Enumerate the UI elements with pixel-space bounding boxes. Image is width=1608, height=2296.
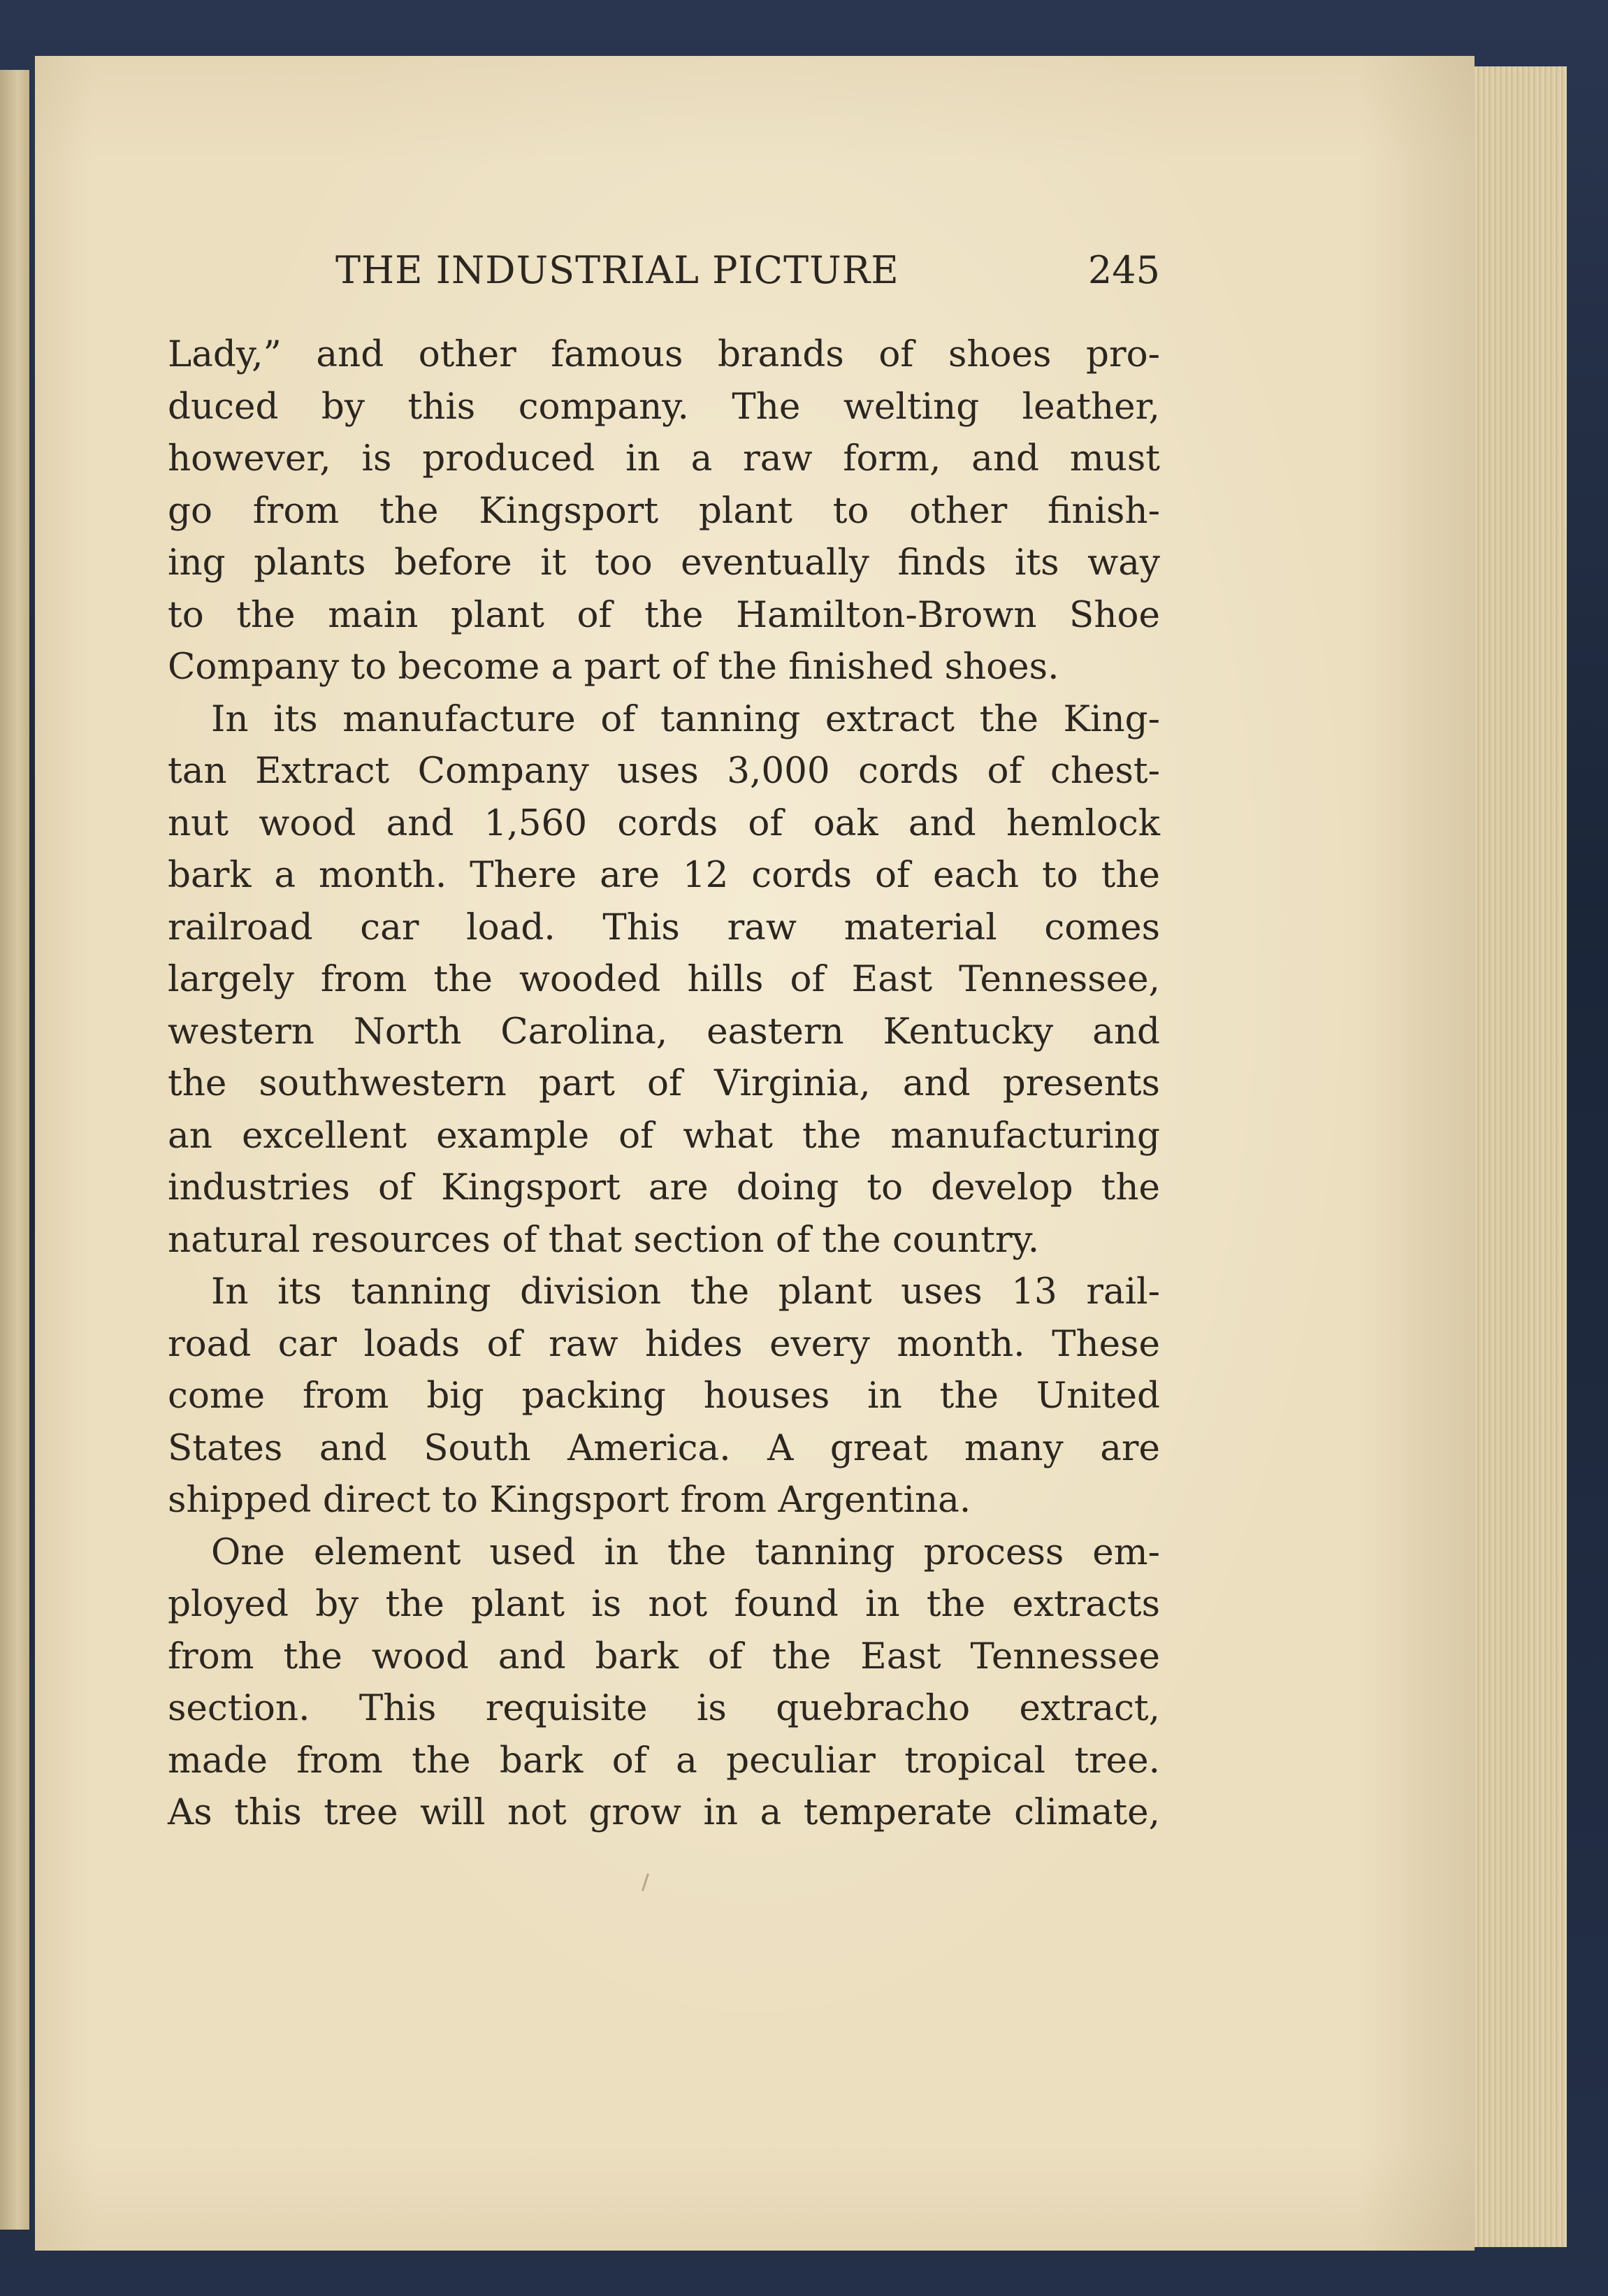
text-line: section. This requisite is quebracho extract, bbox=[168, 1687, 1160, 1729]
text-line: States and South America. A great many are bbox=[168, 1427, 1160, 1469]
text-line: tan Extract Company uses 3,000 cords of chest- bbox=[168, 750, 1160, 792]
facing-page-edge bbox=[0, 70, 29, 2230]
page-stack-edge bbox=[1468, 66, 1567, 2247]
text-line: shipped direct to Kingsport from Argentina. bbox=[168, 1479, 971, 1521]
text-line: As this tree will not grow in a temperate climate, bbox=[168, 1791, 1160, 1833]
text-line: to the main plant of the Hamilton-Brown Shoe bbox=[168, 593, 1160, 636]
running-head-title: THE INDUSTRIAL PICTURE bbox=[335, 248, 899, 292]
text-line: the southwestern part of Virginia, and presents bbox=[168, 1062, 1160, 1104]
text-line: bark a month. There are 12 cords of each to the bbox=[168, 854, 1160, 896]
text-line: come from big packing houses in the United bbox=[168, 1375, 1160, 1417]
text-line: Company to become a part of the finished shoes. bbox=[168, 646, 1059, 688]
text-line: In its tanning division the plant uses 13 rail- bbox=[211, 1271, 1160, 1313]
text-line: go from the Kingsport plant to other finish- bbox=[168, 489, 1160, 532]
text-line: In its manufacture of tanning extract the King- bbox=[211, 698, 1160, 740]
text-line: western North Carolina, eastern Kentucky and bbox=[168, 1010, 1160, 1053]
text-line: from the wood and bark of the East Tennessee bbox=[168, 1635, 1160, 1677]
text-line: ing plants before it too eventually finds its way bbox=[168, 542, 1160, 584]
body-text bbox=[168, 328, 1160, 1839]
text-line: natural resources of that section of the country. bbox=[168, 1218, 1040, 1261]
text-line: industries of Kingsport are doing to develop the bbox=[168, 1167, 1160, 1208]
running-head bbox=[335, 246, 1160, 295]
text-line: ployed by the plant is not found in the extracts bbox=[168, 1583, 1160, 1625]
page-number: 245 bbox=[1087, 248, 1160, 292]
text-line: railroad car load. This raw material comes bbox=[168, 906, 1160, 948]
text-line: duced by this company. The welting leather, bbox=[168, 385, 1160, 428]
text-line: nut wood and 1,560 cords of oak and hemlock bbox=[168, 802, 1160, 844]
text-line: however, is produced in a raw form, and must bbox=[168, 438, 1160, 479]
text-line: made from the bark of a peculiar tropical tree. bbox=[168, 1739, 1160, 1782]
text-line: road car loads of raw hides every month. These bbox=[168, 1322, 1160, 1365]
text-line: Lady,” and other famous brands of shoes pro- bbox=[168, 333, 1160, 375]
text-line: One element used in the tanning process em- bbox=[211, 1531, 1160, 1573]
text-line: largely from the wooded hills of East Tennessee, bbox=[168, 958, 1160, 1000]
text-line: an excellent example of what the manufacturing bbox=[168, 1114, 1160, 1157]
